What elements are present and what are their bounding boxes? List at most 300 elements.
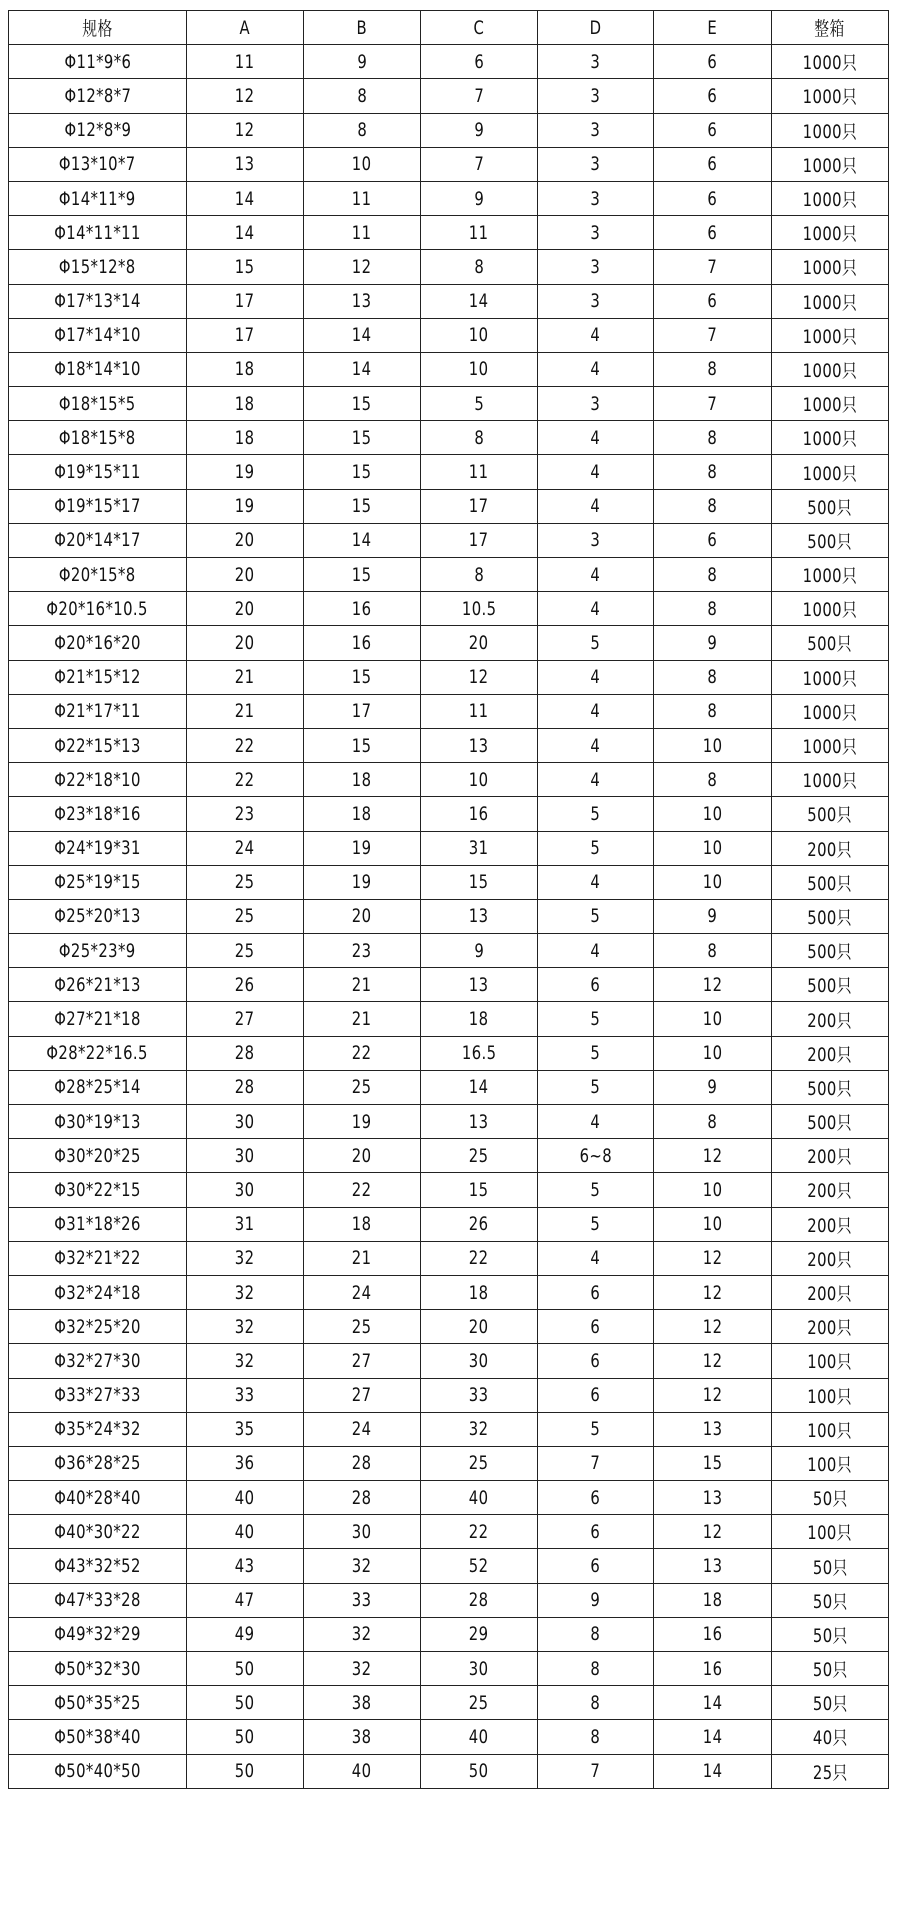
- cell-c: [421, 1310, 538, 1344]
- table-row: [9, 1070, 889, 1104]
- cell-c: [421, 1241, 538, 1275]
- cell-box-qty: [772, 694, 889, 728]
- cell-spec: [9, 1583, 187, 1617]
- cell-b: [304, 797, 421, 831]
- cell-e: [654, 797, 772, 831]
- cell-spec: [9, 558, 187, 592]
- cell-b: [304, 352, 421, 386]
- cell-box-qty-text: 50只: [812, 1590, 848, 1613]
- cell-box-qty: [772, 45, 889, 79]
- cell-c-text: 15: [469, 871, 489, 894]
- cell-d-text: 8: [590, 1691, 601, 1714]
- cell-box-qty: [772, 899, 889, 933]
- cell-c-text: 7: [474, 153, 484, 176]
- cell-d-text: 7: [590, 1760, 601, 1783]
- cell-box-qty: [772, 1412, 889, 1446]
- table-row: [9, 1036, 889, 1070]
- cell-a-text: 19: [235, 495, 255, 518]
- cell-d-text: 4: [590, 324, 601, 347]
- cell-c: [421, 1173, 538, 1207]
- cell-box-qty: [772, 1070, 889, 1104]
- cell-b: [304, 1275, 421, 1309]
- cell-spec-text: Φ20*16*10.5: [46, 597, 149, 620]
- cell-e: [654, 318, 772, 352]
- cell-d-text: 6: [590, 1349, 601, 1372]
- cell-d: [538, 147, 654, 181]
- cell-c-text: 20: [469, 631, 489, 654]
- cell-c: [421, 45, 538, 79]
- cell-d: [538, 1002, 654, 1036]
- cell-box-qty-text: 1000只: [802, 736, 858, 759]
- cell-c-text: 16.5: [461, 1042, 497, 1065]
- cell-spec-text: Φ20*15*8: [59, 563, 136, 586]
- header-d: D: [538, 11, 654, 45]
- cell-a: [187, 1720, 304, 1754]
- cell-c-text: 13: [469, 734, 489, 757]
- cell-e: [654, 113, 772, 147]
- cell-box-qty: [772, 558, 889, 592]
- cell-c-text: 33: [469, 1384, 489, 1407]
- cell-c-text: 31: [469, 837, 489, 860]
- cell-b-text: 15: [352, 734, 372, 757]
- cell-d: [538, 763, 654, 797]
- cell-spec-text: Φ28*25*14: [54, 1076, 141, 1099]
- cell-b: [304, 865, 421, 899]
- cell-box-qty-text: 40只: [812, 1727, 848, 1750]
- cell-b-text: 14: [352, 358, 372, 381]
- cell-c-text: 17: [469, 495, 489, 518]
- cell-b: [304, 1686, 421, 1720]
- cell-c: [421, 968, 538, 1002]
- table-row: [9, 1139, 889, 1173]
- cell-e: [654, 1105, 772, 1139]
- cell-spec: [9, 660, 187, 694]
- table-row: [9, 318, 889, 352]
- cell-c: [421, 626, 538, 660]
- cell-spec: [9, 1275, 187, 1309]
- cell-spec: [9, 421, 187, 455]
- cell-e: [654, 421, 772, 455]
- cell-c: [421, 592, 538, 626]
- cell-b: [304, 1173, 421, 1207]
- table-row: [9, 1617, 889, 1651]
- cell-box-qty-text: 1000只: [802, 359, 858, 382]
- cell-spec-text: Φ32*21*22: [54, 1247, 141, 1270]
- cell-b: [304, 113, 421, 147]
- cell-c: [421, 934, 538, 968]
- cell-box-qty: [772, 1446, 889, 1480]
- cell-c-text: 25: [469, 1144, 489, 1167]
- cell-a: [187, 1481, 304, 1515]
- cell-spec: [9, 1241, 187, 1275]
- cell-spec-text: Φ50*32*30: [54, 1657, 141, 1680]
- cell-box-qty: [772, 1310, 889, 1344]
- table-row: [9, 1481, 889, 1515]
- cell-d-text: 4: [590, 461, 601, 484]
- table-row: [9, 1549, 889, 1583]
- cell-a: [187, 181, 304, 215]
- cell-e-text: 13: [702, 1555, 723, 1578]
- cell-c: [421, 1378, 538, 1412]
- cell-e: [654, 147, 772, 181]
- cell-e-text: 9: [707, 1076, 718, 1099]
- cell-b: [304, 1583, 421, 1617]
- cell-a: [187, 216, 304, 250]
- cell-d-text: 4: [590, 734, 601, 757]
- cell-spec-text: Φ24*19*31: [54, 837, 141, 860]
- cell-spec-text: Φ47*33*28: [54, 1589, 141, 1612]
- cell-spec-text: Φ14*11*9: [59, 187, 136, 210]
- cell-c-text: 9: [474, 939, 484, 962]
- table-row: [9, 934, 889, 968]
- cell-box-qty: [772, 1686, 889, 1720]
- cell-spec: [9, 1617, 187, 1651]
- table-row: [9, 1515, 889, 1549]
- table-row: [9, 592, 889, 626]
- cell-spec-text: Φ40*28*40: [54, 1486, 141, 1509]
- cell-d-text: 4: [590, 563, 601, 586]
- cell-box-qty-text: 200只: [807, 1009, 853, 1032]
- cell-spec: [9, 899, 187, 933]
- cell-b-text: 38: [352, 1725, 372, 1748]
- cell-d: [538, 284, 654, 318]
- cell-c-text: 12: [469, 666, 489, 689]
- cell-spec: [9, 831, 187, 865]
- cell-b: [304, 831, 421, 865]
- cell-d: [538, 1036, 654, 1070]
- cell-e-text: 8: [707, 1110, 718, 1133]
- cell-e: [654, 1686, 772, 1720]
- cell-c: [421, 1139, 538, 1173]
- cell-c: [421, 455, 538, 489]
- cell-spec-text: Φ19*15*17: [54, 495, 141, 518]
- cell-b-text: 28: [352, 1452, 372, 1475]
- cell-e-text: 14: [702, 1691, 723, 1714]
- cell-b: [304, 968, 421, 1002]
- cell-c: [421, 79, 538, 113]
- cell-c-text: 30: [469, 1657, 489, 1680]
- cell-b-text: 25: [352, 1315, 372, 1338]
- cell-b: [304, 284, 421, 318]
- cell-a: [187, 318, 304, 352]
- cell-a-text: 35: [235, 1418, 255, 1441]
- cell-a: [187, 1549, 304, 1583]
- cell-e: [654, 865, 772, 899]
- cell-b-text: 14: [352, 529, 372, 552]
- cell-a: [187, 1002, 304, 1036]
- cell-a-text: 32: [235, 1315, 255, 1338]
- cell-spec: [9, 387, 187, 421]
- cell-spec: [9, 181, 187, 215]
- cell-e: [654, 216, 772, 250]
- cell-box-qty-text: 500只: [807, 1077, 853, 1100]
- cell-d-text: 7: [590, 1452, 601, 1475]
- cell-d-text: 5: [590, 1418, 601, 1441]
- cell-d: [538, 1549, 654, 1583]
- cell-c-text: 10: [469, 768, 489, 791]
- cell-box-qty-text: 50只: [812, 1624, 848, 1647]
- cell-a: [187, 660, 304, 694]
- cell-a-text: 30: [235, 1178, 255, 1201]
- cell-spec: [9, 626, 187, 660]
- cell-d-text: 4: [590, 871, 601, 894]
- table-row: [9, 728, 889, 762]
- cell-d-text: 8: [590, 1657, 601, 1680]
- cell-box-qty-text: 1000只: [802, 667, 858, 690]
- cell-spec-text: Φ32*24*18: [54, 1281, 141, 1304]
- cell-spec-text: Φ50*38*40: [54, 1725, 141, 1748]
- cell-e-text: 6: [707, 119, 718, 142]
- cell-b: [304, 1070, 421, 1104]
- cell-d: [538, 216, 654, 250]
- cell-a: [187, 45, 304, 79]
- cell-b: [304, 1139, 421, 1173]
- cell-spec-text: Φ25*23*9: [59, 939, 136, 962]
- header-c: C: [421, 11, 538, 45]
- cell-a-text: 30: [235, 1144, 255, 1167]
- cell-spec: [9, 1412, 187, 1446]
- cell-spec: [9, 113, 187, 147]
- cell-b-text: 30: [352, 1520, 372, 1543]
- cell-e: [654, 1173, 772, 1207]
- cell-box-qty-text: 200只: [807, 1317, 853, 1340]
- cell-a: [187, 1207, 304, 1241]
- cell-b: [304, 489, 421, 523]
- cell-c: [421, 284, 538, 318]
- cell-d-text: 6~8: [579, 1144, 612, 1167]
- cell-spec: [9, 1344, 187, 1378]
- cell-box-qty-text: 50只: [812, 1556, 848, 1579]
- cell-b: [304, 147, 421, 181]
- cell-box-qty: [772, 1207, 889, 1241]
- cell-d-text: 6: [590, 1281, 601, 1304]
- cell-e: [654, 1344, 772, 1378]
- cell-e: [654, 1754, 772, 1788]
- cell-a-text: 43: [235, 1555, 255, 1578]
- cell-b-text: 22: [352, 1178, 372, 1201]
- header-a: A: [187, 11, 304, 45]
- cell-a-text: 17: [235, 290, 255, 313]
- cell-c-text: 29: [469, 1623, 489, 1646]
- cell-box-qty: [772, 1173, 889, 1207]
- cell-d-text: 3: [590, 221, 601, 244]
- cell-spec: [9, 1173, 187, 1207]
- cell-e: [654, 626, 772, 660]
- cell-b: [304, 1652, 421, 1686]
- cell-box-qty: [772, 387, 889, 421]
- table-row: [9, 181, 889, 215]
- cell-box-qty-text: 1000只: [802, 154, 858, 177]
- cell-c: [421, 1720, 538, 1754]
- table-row: [9, 79, 889, 113]
- cell-e: [654, 1036, 772, 1070]
- cell-box-qty-text: 100只: [807, 1351, 853, 1374]
- cell-e-text: 6: [707, 50, 718, 73]
- cell-box-qty-text: 1000只: [802, 565, 858, 588]
- cell-spec: [9, 797, 187, 831]
- header-spec: 规格: [9, 11, 187, 45]
- cell-c-text: 10.5: [461, 597, 497, 620]
- cell-c: [421, 865, 538, 899]
- cell-d-text: 6: [590, 1384, 601, 1407]
- cell-d-text: 5: [590, 1042, 601, 1065]
- table-row: [9, 763, 889, 797]
- table-row: [9, 797, 889, 831]
- cell-b-text: 8: [357, 84, 367, 107]
- cell-e: [654, 250, 772, 284]
- table-row: [9, 1412, 889, 1446]
- cell-b-text: 10: [352, 153, 372, 176]
- cell-a: [187, 387, 304, 421]
- cell-box-qty-text: 1000只: [802, 599, 858, 622]
- cell-spec: [9, 694, 187, 728]
- cell-b-text: 17: [352, 700, 372, 723]
- cell-a: [187, 1344, 304, 1378]
- table-row: [9, 284, 889, 318]
- cell-c: [421, 523, 538, 557]
- cell-b-text: 21: [352, 1247, 372, 1270]
- cell-box-qty-text: 500只: [807, 975, 853, 998]
- cell-b: [304, 1754, 421, 1788]
- cell-d: [538, 797, 654, 831]
- cell-spec-text: Φ17*13*14: [54, 290, 141, 313]
- cell-e-text: 8: [707, 461, 718, 484]
- cell-box-qty-text: 1000只: [802, 52, 858, 75]
- cell-spec-text: Φ20*16*20: [54, 631, 141, 654]
- cell-a: [187, 1617, 304, 1651]
- cell-b: [304, 79, 421, 113]
- cell-e-text: 12: [702, 1520, 723, 1543]
- table-row: [9, 1652, 889, 1686]
- cell-b: [304, 455, 421, 489]
- cell-box-qty: [772, 79, 889, 113]
- cell-box-qty-text: 500只: [807, 941, 853, 964]
- cell-e-text: 8: [707, 495, 718, 518]
- cell-box-qty-text: 500只: [807, 804, 853, 827]
- cell-b: [304, 1720, 421, 1754]
- table-row: [9, 1686, 889, 1720]
- cell-box-qty-text: 100只: [807, 1385, 853, 1408]
- cell-box-qty: [772, 1720, 889, 1754]
- specification-table: [8, 10, 889, 1789]
- cell-d-text: 3: [590, 187, 601, 210]
- cell-a-text: 50: [235, 1760, 255, 1783]
- cell-box-qty-text: 1000只: [802, 462, 858, 485]
- cell-b-text: 27: [352, 1349, 372, 1372]
- cell-e: [654, 1139, 772, 1173]
- cell-c-text: 5: [474, 392, 484, 415]
- cell-d: [538, 1105, 654, 1139]
- cell-box-qty: [772, 1549, 889, 1583]
- cell-d-text: 4: [590, 768, 601, 791]
- cell-box-qty-text: 1000只: [802, 325, 858, 348]
- cell-e: [654, 1241, 772, 1275]
- cell-e: [654, 934, 772, 968]
- cell-a-text: 22: [235, 768, 255, 791]
- cell-d: [538, 899, 654, 933]
- table-row: [9, 899, 889, 933]
- cell-c: [421, 352, 538, 386]
- cell-box-qty: [772, 763, 889, 797]
- cell-box-qty-text: 1000只: [802, 428, 858, 451]
- table-row: [9, 694, 889, 728]
- cell-box-qty: [772, 1583, 889, 1617]
- table-row: [9, 660, 889, 694]
- cell-d: [538, 728, 654, 762]
- cell-spec: [9, 865, 187, 899]
- cell-e: [654, 284, 772, 318]
- cell-e-text: 8: [707, 768, 718, 791]
- cell-a-text: 50: [235, 1725, 255, 1748]
- table-row: [9, 45, 889, 79]
- cell-d: [538, 181, 654, 215]
- cell-d: [538, 1139, 654, 1173]
- cell-spec: [9, 1720, 187, 1754]
- cell-d-text: 5: [590, 1076, 601, 1099]
- table-row: [9, 626, 889, 660]
- cell-e-text: 8: [707, 426, 718, 449]
- cell-e-text: 10: [702, 802, 723, 825]
- cell-b-text: 24: [352, 1281, 372, 1304]
- cell-box-qty-text: 1000只: [802, 394, 858, 417]
- cell-spec-text: Φ13*10*7: [59, 153, 136, 176]
- cell-e-text: 7: [707, 392, 718, 415]
- cell-a: [187, 1652, 304, 1686]
- cell-d: [538, 455, 654, 489]
- cell-spec: [9, 318, 187, 352]
- cell-e-text: 8: [707, 939, 718, 962]
- cell-box-qty-text: 1000只: [802, 701, 858, 724]
- cell-e-text: 16: [702, 1623, 723, 1646]
- table-row: [9, 352, 889, 386]
- cell-b-text: 32: [352, 1623, 372, 1646]
- cell-b: [304, 250, 421, 284]
- cell-b-text: 15: [352, 392, 372, 415]
- cell-d-text: 8: [590, 1725, 601, 1748]
- cell-b-text: 14: [352, 324, 372, 347]
- cell-box-qty-text: 1000只: [802, 189, 858, 212]
- cell-d: [538, 489, 654, 523]
- cell-c: [421, 1754, 538, 1788]
- cell-a-text: 30: [235, 1110, 255, 1133]
- cell-a-text: 20: [235, 529, 255, 552]
- cell-spec-text: Φ25*20*13: [54, 905, 141, 928]
- cell-box-qty-text: 200只: [807, 838, 853, 861]
- cell-a-text: 36: [235, 1452, 255, 1475]
- cell-d: [538, 1583, 654, 1617]
- table-row: [9, 1378, 889, 1412]
- cell-box-qty-text: 500只: [807, 633, 853, 656]
- cell-b: [304, 694, 421, 728]
- cell-a: [187, 147, 304, 181]
- cell-e: [654, 831, 772, 865]
- cell-c-text: 10: [469, 358, 489, 381]
- cell-d: [538, 968, 654, 1002]
- cell-e: [654, 1515, 772, 1549]
- cell-spec-text: Φ17*14*10: [54, 324, 141, 347]
- cell-d-text: 3: [590, 153, 601, 176]
- cell-e: [654, 1446, 772, 1480]
- cell-c-text: 32: [469, 1418, 489, 1441]
- cell-e-text: 10: [702, 837, 723, 860]
- cell-a-text: 27: [235, 1008, 255, 1031]
- cell-c: [421, 1617, 538, 1651]
- cell-d-text: 6: [590, 1555, 601, 1578]
- cell-d: [538, 1173, 654, 1207]
- cell-box-qty: [772, 626, 889, 660]
- cell-a-text: 20: [235, 631, 255, 654]
- cell-d: [538, 1412, 654, 1446]
